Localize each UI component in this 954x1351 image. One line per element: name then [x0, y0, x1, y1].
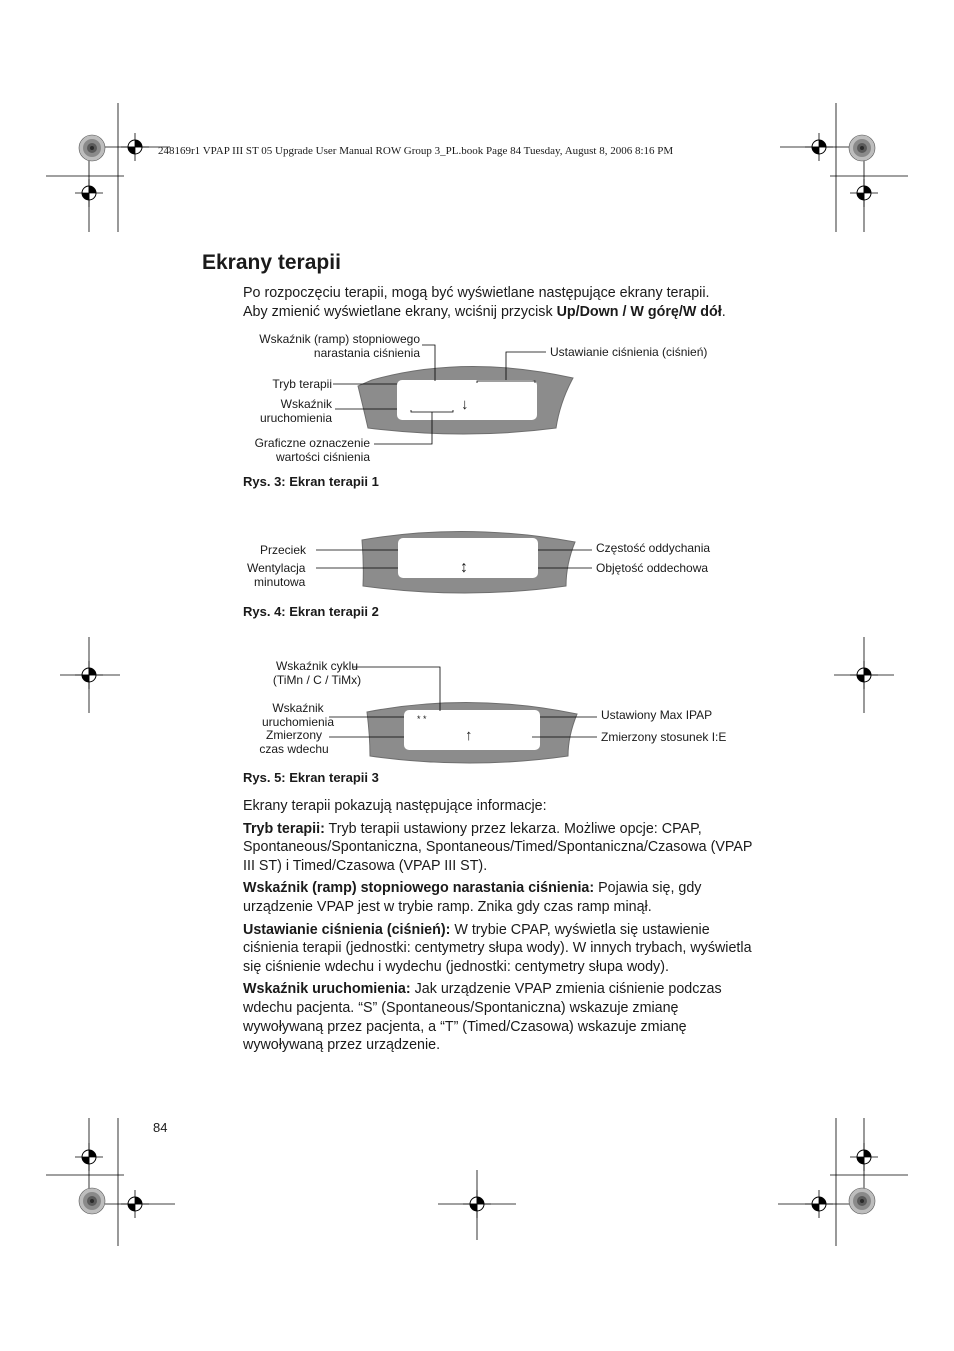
label-ie-ratio: Zmierzony stosunek I:E — [601, 730, 727, 744]
trigger-stars: * * — [417, 714, 427, 724]
page-title: Ekrany terapii — [202, 251, 341, 274]
label-max-ipap: Ustawiony Max IPAP — [601, 708, 713, 722]
label-tidal-volume: Objętość oddechowa — [596, 561, 709, 575]
definition-item: Wskaźnik (ramp) stopniowego narastania ciśnienia: Pojawia się, gdy urządzenie VPAP jest w trybie ramp. Znika gdy czas ramp minął. — [243, 880, 702, 915]
figure-1-caption: Rys. 3: Ekran terapii 1 — [243, 474, 379, 489]
definition-item: Ustawianie ciśnienia (ciśnień): W trybie CPAP, wyświetla się ustawienie ciśnienia terapii (jednostki: centymetry słupa wody). W innych trybach, wyświetla się ciśnienie wdechu i wydechu (jednostki: centymetry słupa wody). — [243, 921, 752, 975]
figure-3-caption: Rys. 5: Ekran terapii 3 — [243, 770, 379, 785]
definition-item: Wskaźnik uruchomienia: Jak urządzenie VPAP zmienia ciśnienie podczas wdechu pacjenta. “S” (Spontaneous/Spontaniczna) wskazuje zmianę wywoływaną przez pacjenta, a “T” (Timed/Czasowa) wskazuje zmianę wywoływaną przez urządzenie. — [243, 981, 722, 1054]
down-arrow-icon: ↓ — [461, 396, 469, 413]
intro-line-2-pre: Aby zmienić wyświetlane ekrany, wciśnij przycisk — [243, 304, 557, 320]
label-ramp-indicator: Wskaźnik (ramp) stopniowego narastania ciśnienia — [259, 332, 420, 360]
label-pressure-setting: Ustawianie ciśnienia (ciśnień) — [550, 345, 708, 359]
body-lead: Ekrany terapii pokazują następujące informacje: — [243, 798, 547, 814]
definition-item: Tryb terapii: Tryb terapii ustawiony przez lekarza. Możliwe opcje: CPAP, Spontaneous/Spontaniczna, Spontaneous/Timed/Spontaniczna/Czasowa (VPAP III ST) i Timed/Czasowa (VPAP III ST). — [243, 820, 753, 874]
label-respiratory-rate: Częstość oddychania — [596, 541, 711, 555]
up-down-arrow-icon: ↕ — [460, 559, 468, 576]
intro-line-2-post: . — [721, 304, 726, 320]
label-leak: Przeciek — [260, 543, 307, 557]
label-therapy-mode: Tryb terapii — [272, 377, 332, 391]
intro-button-name: Up/Down / W górę/W dół — [556, 304, 722, 320]
page-number: 84 — [153, 1120, 168, 1135]
label-measured-inspiration-time: Zmierzony czas wdechu — [259, 728, 329, 756]
figure-2-caption: Rys. 4: Ekran terapii 2 — [243, 604, 379, 619]
label-minute-ventilation: Wentylacja minutowa — [247, 561, 306, 589]
label-cycle-indicator: Wskaźnik cyklu (TiMn / C / TiMx) — [272, 659, 362, 687]
body-text — [243, 797, 758, 1059]
label-trigger-indicator-3: Wskaźnik uruchomienia — [261, 701, 335, 729]
up-arrow-icon: ↑ — [465, 727, 473, 744]
label-trigger-indicator: Wskaźnik uruchomienia — [259, 397, 332, 425]
intro-line-1: Po rozpoczęciu terapii, mogą być wyświetlane następujące ekrany terapii. — [243, 285, 710, 301]
label-pressure-graph: Graficzne oznaczenie wartości ciśnienia — [254, 436, 370, 464]
print-header: 248169r1 VPAP III ST 05 Upgrade User Manual ROW Group 3_PL.book Page 84 Tuesday, August 8, 2006 8:16 PM — [158, 145, 674, 157]
